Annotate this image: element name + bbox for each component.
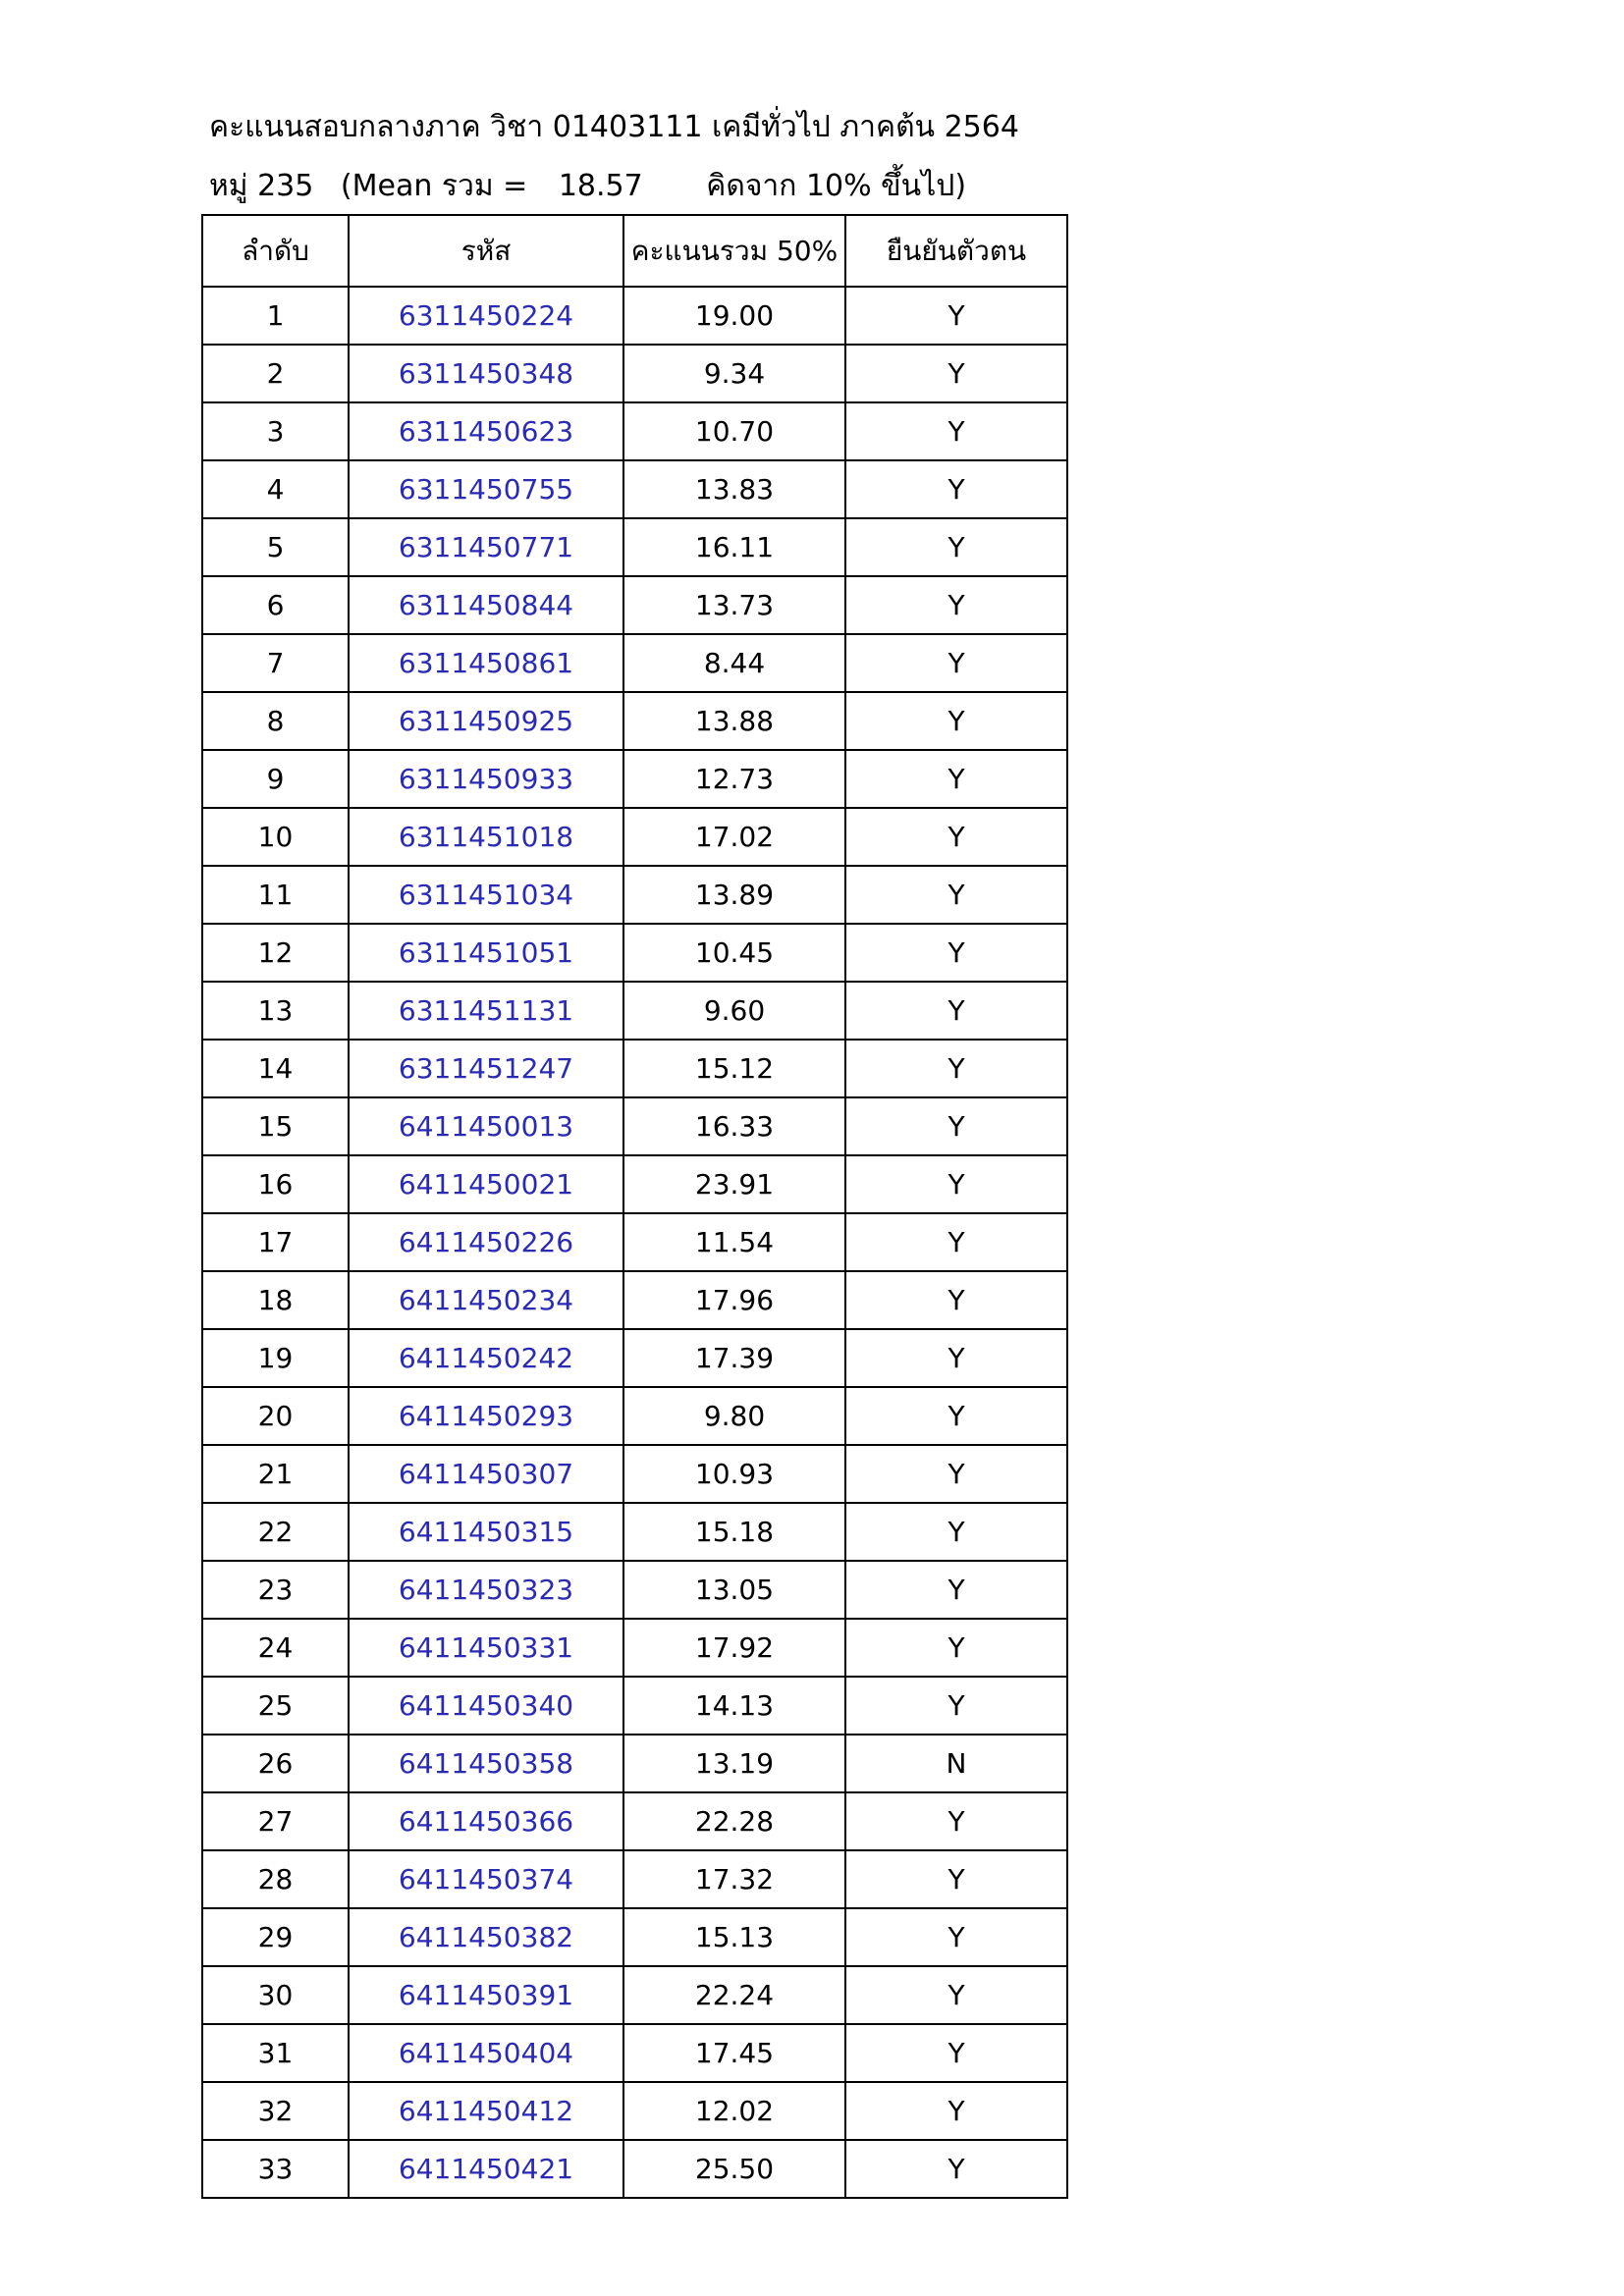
table-row [202, 1792, 1067, 1850]
table-header-row [202, 215, 1067, 287]
score-cell: 15.18 [623, 1503, 845, 1561]
table-row [202, 634, 1067, 692]
row-number-cell: 22 [202, 1503, 349, 1561]
table-row [202, 1619, 1067, 1677]
score-cell: 15.12 [623, 1040, 845, 1097]
student-id-cell: 6411450307 [349, 1445, 623, 1503]
verified-cell: Y [845, 518, 1067, 576]
score-cell: 22.28 [623, 1792, 845, 1850]
table-row [202, 1908, 1067, 1966]
row-number-cell: 11 [202, 866, 349, 924]
score-cell: 17.92 [623, 1619, 845, 1677]
table-row [202, 1445, 1067, 1503]
row-number-cell: 28 [202, 1850, 349, 1908]
student-id-cell: 6411450013 [349, 1097, 623, 1155]
row-number-cell: 15 [202, 1097, 349, 1155]
row-number-cell: 33 [202, 2140, 349, 2198]
score-cell: 13.05 [623, 1561, 845, 1619]
student-id-cell: 6311450844 [349, 576, 623, 634]
table-body [202, 287, 1067, 2198]
verified-cell: Y [845, 634, 1067, 692]
table-row [202, 1850, 1067, 1908]
header-verified: ยืนยันตัวตน [845, 215, 1067, 287]
verified-cell: Y [845, 2082, 1067, 2140]
mean-value: 18.57 [558, 169, 643, 203]
score-cell: 25.50 [623, 2140, 845, 2198]
verified-cell: Y [845, 866, 1067, 924]
student-id-cell: 6311451247 [349, 1040, 623, 1097]
row-number-cell: 26 [202, 1735, 349, 1792]
row-number-cell: 9 [202, 750, 349, 808]
row-number-cell: 16 [202, 1155, 349, 1213]
table-row [202, 808, 1067, 866]
row-number-cell: 17 [202, 1213, 349, 1271]
verified-cell: Y [845, 287, 1067, 345]
score-cell: 12.02 [623, 2082, 845, 2140]
table-row [202, 1677, 1067, 1735]
row-number-cell: 31 [202, 2024, 349, 2082]
verified-cell: Y [845, 750, 1067, 808]
verified-cell: Y [845, 1792, 1067, 1850]
table-row [202, 576, 1067, 634]
row-number-cell: 27 [202, 1792, 349, 1850]
student-id-cell: 6311450623 [349, 402, 623, 460]
score-cell: 10.93 [623, 1445, 845, 1503]
verified-cell: Y [845, 1040, 1067, 1097]
student-id-cell: 6411450358 [349, 1735, 623, 1792]
score-cell: 13.88 [623, 692, 845, 750]
verified-cell: Y [845, 982, 1067, 1040]
student-id-cell: 6311451034 [349, 866, 623, 924]
verified-cell: Y [845, 808, 1067, 866]
row-number-cell: 8 [202, 692, 349, 750]
student-id-cell: 6311450861 [349, 634, 623, 692]
student-id-cell: 6411450323 [349, 1561, 623, 1619]
verified-cell: Y [845, 1387, 1067, 1445]
student-id-cell: 6411450404 [349, 2024, 623, 2082]
verified-cell: Y [845, 1966, 1067, 2024]
score-cell: 14.13 [623, 1677, 845, 1735]
table-row [202, 2082, 1067, 2140]
student-id-cell: 6411450374 [349, 1850, 623, 1908]
student-id-cell: 6411450366 [349, 1792, 623, 1850]
score-cell: 13.73 [623, 576, 845, 634]
page-title: คะแนนสอบกลางภาค วิชา 01403111 เคมีทั่วไป ภาคต้น 2564 [209, 110, 1019, 144]
score-cell: 15.13 [623, 1908, 845, 1966]
score-cell: 13.89 [623, 866, 845, 924]
row-number-cell: 24 [202, 1619, 349, 1677]
table-row [202, 1966, 1067, 2024]
score-cell: 13.19 [623, 1735, 845, 1792]
row-number-cell: 20 [202, 1387, 349, 1445]
mean-label: (Mean รวม = [340, 169, 528, 203]
verified-cell: Y [845, 1445, 1067, 1503]
header-id: รหัส [349, 215, 623, 287]
table-row [202, 345, 1067, 402]
score-cell: 13.83 [623, 460, 845, 518]
row-number-cell: 21 [202, 1445, 349, 1503]
table-row [202, 2024, 1067, 2082]
table-row [202, 866, 1067, 924]
verified-cell: Y [845, 1677, 1067, 1735]
verified-cell: Y [845, 1271, 1067, 1329]
score-cell: 19.00 [623, 287, 845, 345]
row-number-cell: 25 [202, 1677, 349, 1735]
row-number-cell: 29 [202, 1908, 349, 1966]
row-number-cell: 18 [202, 1271, 349, 1329]
verified-cell: Y [845, 1908, 1067, 1966]
verified-cell: Y [845, 1329, 1067, 1387]
table-row [202, 1503, 1067, 1561]
student-id-cell: 6311450348 [349, 345, 623, 402]
score-cell: 16.33 [623, 1097, 845, 1155]
verified-cell: Y [845, 692, 1067, 750]
table-row [202, 1387, 1067, 1445]
table-row [202, 1329, 1067, 1387]
verified-cell: Y [845, 402, 1067, 460]
table-row [202, 924, 1067, 982]
student-id-cell: 6411450382 [349, 1908, 623, 1966]
row-number-cell: 10 [202, 808, 349, 866]
row-number-cell: 30 [202, 1966, 349, 2024]
score-cell: 9.80 [623, 1387, 845, 1445]
score-cell: 11.54 [623, 1213, 845, 1271]
table-row [202, 1735, 1067, 1792]
verified-cell: Y [845, 1503, 1067, 1561]
header-no: ลำดับ [202, 215, 349, 287]
student-id-cell: 6411450293 [349, 1387, 623, 1445]
student-id-cell: 6411450340 [349, 1677, 623, 1735]
student-id-cell: 6411450331 [349, 1619, 623, 1677]
calculation-note: คิดจาก 10% ขึ้นไป) [706, 169, 967, 203]
section-group: หมู่ 235 [209, 169, 314, 203]
table-row [202, 1561, 1067, 1619]
row-number-cell: 32 [202, 2082, 349, 2140]
score-cell: 10.70 [623, 402, 845, 460]
verified-cell: Y [845, 1097, 1067, 1155]
table-row [202, 1271, 1067, 1329]
score-cell: 9.60 [623, 982, 845, 1040]
student-id-cell: 6311451131 [349, 982, 623, 1040]
header-score: คะแนนรวม 50% [623, 215, 845, 287]
score-cell: 23.91 [623, 1155, 845, 1213]
verified-cell: Y [845, 345, 1067, 402]
score-cell: 10.45 [623, 924, 845, 982]
row-number-cell: 5 [202, 518, 349, 576]
table-row [202, 287, 1067, 345]
verified-cell: N [845, 1735, 1067, 1792]
score-cell: 22.24 [623, 1966, 845, 2024]
student-id-cell: 6411450391 [349, 1966, 623, 2024]
table-row [202, 750, 1067, 808]
table-row [202, 518, 1067, 576]
score-cell: 12.73 [623, 750, 845, 808]
verified-cell: Y [845, 1155, 1067, 1213]
table-row [202, 982, 1067, 1040]
verified-cell: Y [845, 1850, 1067, 1908]
table-row [202, 1155, 1067, 1213]
verified-cell: Y [845, 1619, 1067, 1677]
score-cell: 17.02 [623, 808, 845, 866]
student-id-cell: 6311450224 [349, 287, 623, 345]
score-cell: 8.44 [623, 634, 845, 692]
row-number-cell: 4 [202, 460, 349, 518]
table-row [202, 1097, 1067, 1155]
table-row [202, 460, 1067, 518]
table-row [202, 1213, 1067, 1271]
row-number-cell: 23 [202, 1561, 349, 1619]
score-cell: 17.39 [623, 1329, 845, 1387]
student-id-cell: 6311450933 [349, 750, 623, 808]
row-number-cell: 2 [202, 345, 349, 402]
verified-cell: Y [845, 924, 1067, 982]
table-row [202, 692, 1067, 750]
student-id-cell: 6411450421 [349, 2140, 623, 2198]
verified-cell: Y [845, 2024, 1067, 2082]
page-subtitle [209, 161, 966, 212]
verified-cell: Y [845, 576, 1067, 634]
student-id-cell: 6411450412 [349, 2082, 623, 2140]
verified-cell: Y [845, 1213, 1067, 1271]
student-id-cell: 6311450771 [349, 518, 623, 576]
student-id-cell: 6411450234 [349, 1271, 623, 1329]
score-cell: 17.96 [623, 1271, 845, 1329]
student-id-cell: 6311451018 [349, 808, 623, 866]
score-table [201, 214, 1068, 2199]
table-row [202, 402, 1067, 460]
table-row [202, 1040, 1067, 1097]
score-cell: 9.34 [623, 345, 845, 402]
table-row [202, 2140, 1067, 2198]
score-cell: 17.32 [623, 1850, 845, 1908]
row-number-cell: 7 [202, 634, 349, 692]
row-number-cell: 12 [202, 924, 349, 982]
row-number-cell: 14 [202, 1040, 349, 1097]
student-id-cell: 6411450315 [349, 1503, 623, 1561]
student-id-cell: 6311450755 [349, 460, 623, 518]
verified-cell: Y [845, 1561, 1067, 1619]
student-id-cell: 6411450226 [349, 1213, 623, 1271]
row-number-cell: 3 [202, 402, 349, 460]
row-number-cell: 6 [202, 576, 349, 634]
student-id-cell: 6411450242 [349, 1329, 623, 1387]
row-number-cell: 19 [202, 1329, 349, 1387]
student-id-cell: 6411450021 [349, 1155, 623, 1213]
score-cell: 16.11 [623, 518, 845, 576]
score-cell: 17.45 [623, 2024, 845, 2082]
student-id-cell: 6311451051 [349, 924, 623, 982]
row-number-cell: 1 [202, 287, 349, 345]
verified-cell: Y [845, 460, 1067, 518]
student-id-cell: 6311450925 [349, 692, 623, 750]
verified-cell: Y [845, 2140, 1067, 2198]
row-number-cell: 13 [202, 982, 349, 1040]
